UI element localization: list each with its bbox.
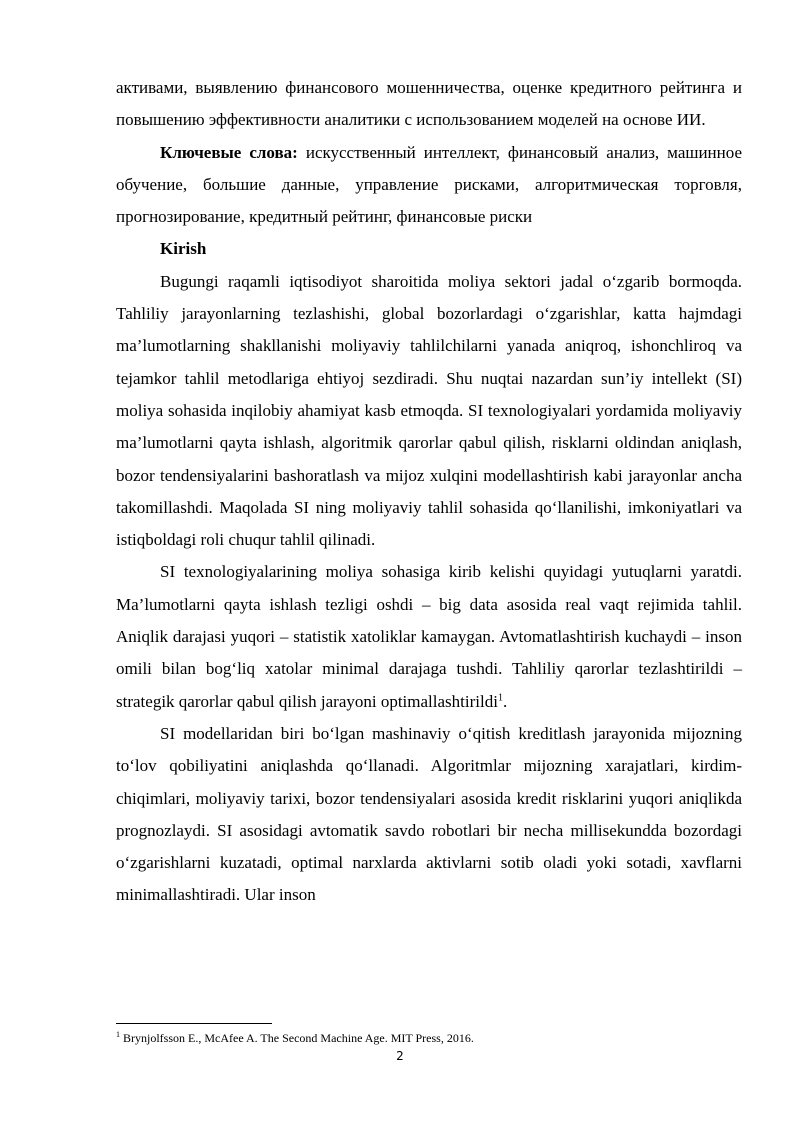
keywords-text: искусственный интеллект, финансовый анализ, машинное обучение, большие данные, управление рисками, алгоритмическая торговля, прогнозирование, кредитный рейтинг, финансовые риски [116,142,742,227]
page-number: 2 [396,1049,404,1063]
paragraph-2-text: SI texnologiyalarining moliya sohasiga kirib kelishi quyidagi yutuqlarni yaratdi. Ma’lumotlarni qayta ishlash tezligi oshdi – big data asosida real vaqt rejimida tahlil. Aniqlik darajasi yuqori – statistik xatoliklar kamaygan. Avtomatlashtirish kuchaydi – inson omili bilan bog‘liq xatolar minimal darajaga tushdi. Tahliliy qarorlar tezlashtirildi – strategik qarorlar qabul qilish jarayoni optimallashtirildi [116,562,742,711]
footnote-reference[interactable]: 1 [497,691,503,703]
document-body [116,72,742,912]
intro-paragraph: активами, выявлению финансового мошенничества, оценке кредитного рейтинга и повышению эффективности аналитики с использованием моделей на основе ИИ. [116,78,742,130]
footnote-text: Brynjolfsson E., McAfee A. The Second Machine Age. MIT Press, 2016. [120,1031,474,1045]
paragraph-2-end: . [502,691,508,711]
keywords-label: Ключевые слова: [160,142,298,162]
footnote [116,1030,742,1046]
footnote-separator [116,1023,272,1024]
paragraph-3: SI modellaridan biri bo‘lgan mashinaviy o‘qitish kreditlash jarayonida mijozning to‘lov qobiliyatini aniqlashda qo‘llanadi. Algoritmlar mijozning xarajatlari, kirdim-chiqimlari, moliyaviy tarixi, bozor tendensiyalari asosida kredit risklarini yuqori aniqlikda prognozlaydi. SI asosidagi avtomatik savdo robotlari bir necha millisekundda bozordagi o‘zgarishlarni kuzatadi, optimal narxlarda aktivlarni sotib oladi yoki sotadi, xavflarni minimallashtiradi. Ular inson [116,723,742,905]
paragraph-1: Bugungi raqamli iqtisodiyot sharoitida moliya sektori jadal o‘zgarib bormoqda. Tahliliy jarayonlarning tezlashishi, global bozorlardagi o‘zgarishlar, katta hajmdagi ma’lumotlarning shakllanishi moliyaviy tahlilchilarni yanada aniqroq, ishonchliroq va tejamkor tahlil metodlariga ehtiyoj sezdiradi. Shu nuqtai nazardan sun’iy intellekt (SI) moliya sohasida inqilobiy ahamiyat kasb etmoqda. SI texnologiyalari yordamida moliyaviy ma’lumotlarni qayta ishlash, algoritmik qarorlar qabul qilish, risklarni oldindan aniqlash, bozor tendensiyalarini bashoratlash va mijoz xulqini modellashtirish kabi jarayonlar ancha takomillashdi. Maqolada SI ning moliyaviy tahlil sohasida qo‘llanilishi, imkoniyatlari va istiqboldagi roli chuqur tahlil qilinadi. [116,271,742,550]
section-heading: Kirish [160,239,207,259]
keywords-paragraph [116,137,742,234]
footnote-marker: 1 [116,1030,120,1039]
paragraph-2 [116,556,742,717]
